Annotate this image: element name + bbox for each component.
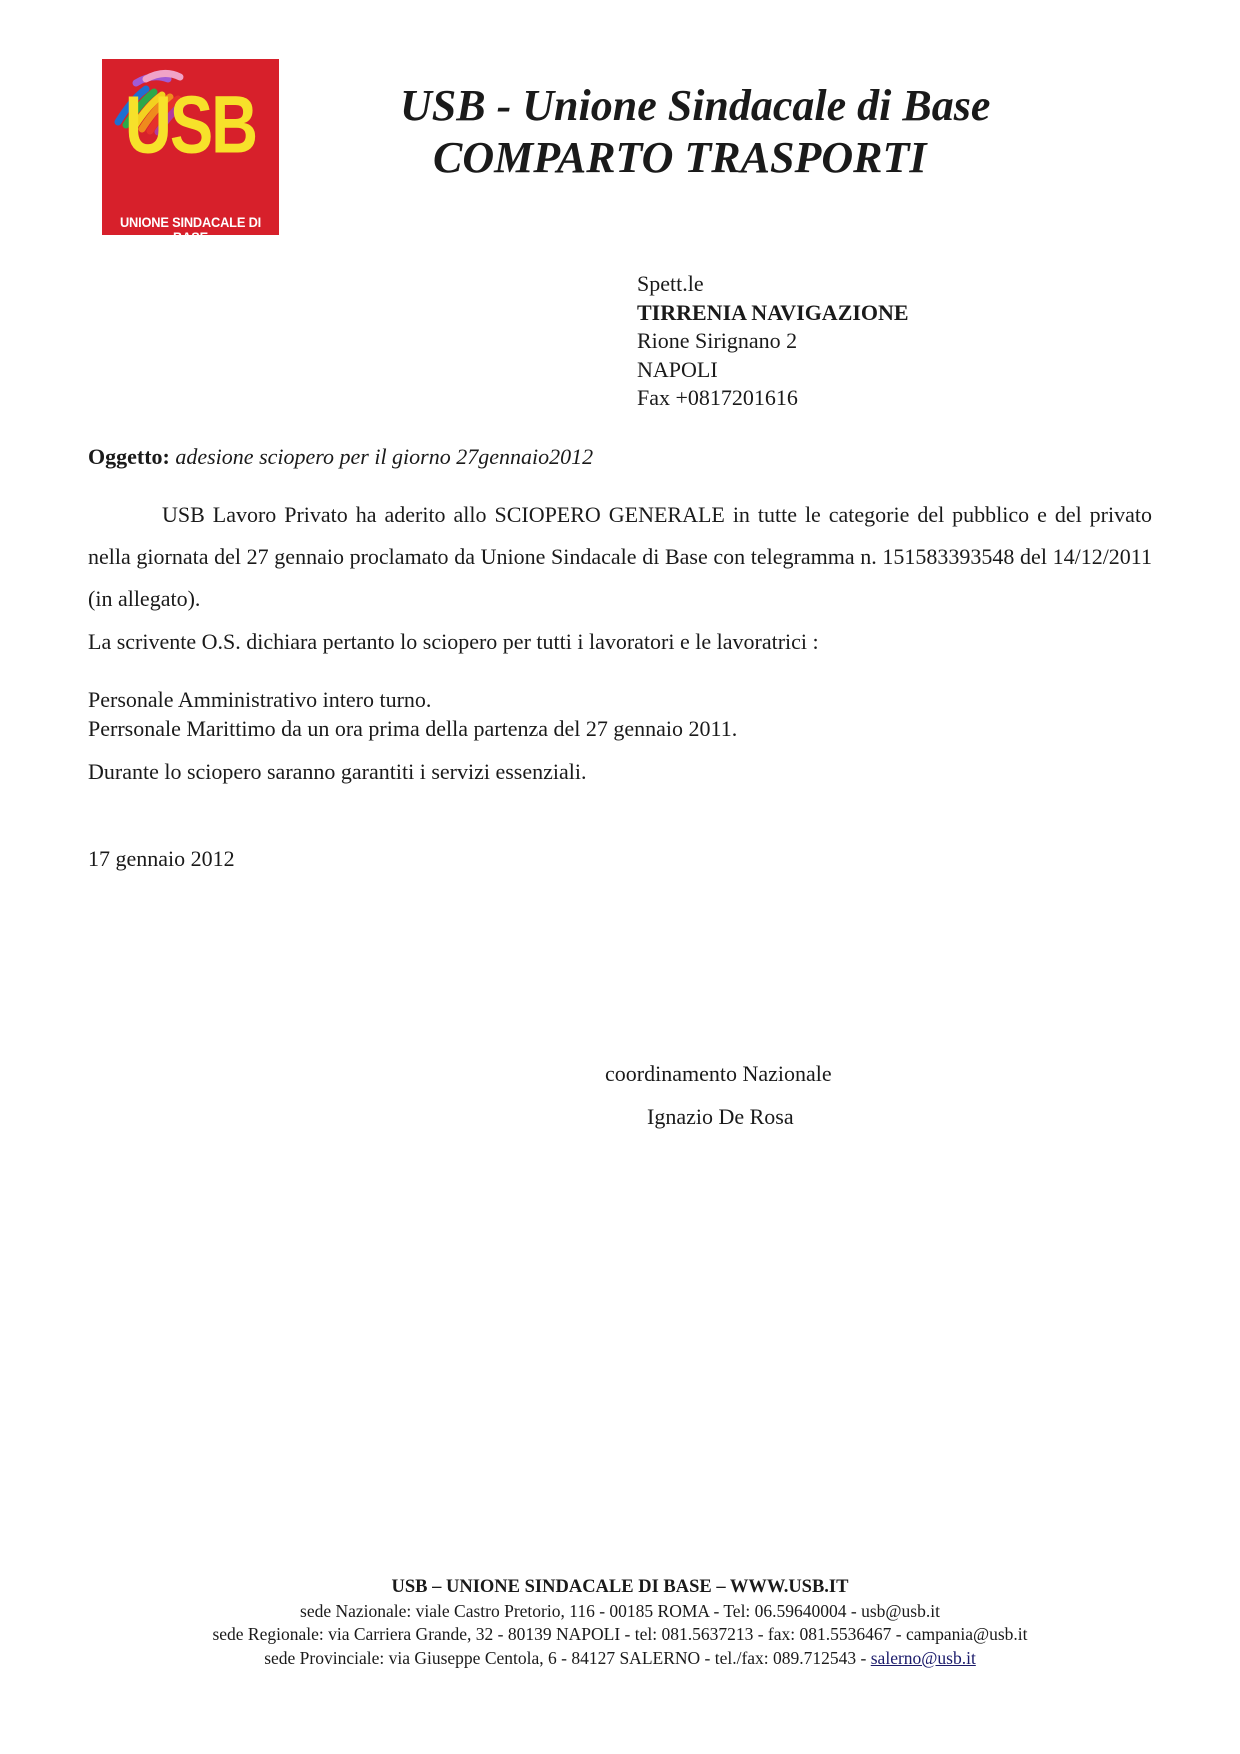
letterhead-title xyxy=(400,80,990,184)
body-paragraph: USB Lavoro Privato ha aderito allo SCIOPERO GENERALE in tutte le categorie del pubblico e del privato nella giornata del 27 gennaio proclamato da Unione Sindacale di Base con telegramma n. 151583393548 del 14/12/2011 (in allegato). xyxy=(88,502,1152,611)
letterhead-org-name: USB - Unione Sindacale di Base xyxy=(400,81,991,130)
footer-provincial-text: sede Provinciale: via Giuseppe Centola, 6 - 84127 SALERNO - tel./fax: 089.712543 - xyxy=(264,1647,871,1668)
footer-salerno-email-link[interactable]: salerno@usb.it xyxy=(870,1647,976,1668)
address-company: TIRRENIA NAVIGAZIONE xyxy=(637,299,909,325)
signature-name: Ignazio De Rosa xyxy=(647,1104,794,1129)
recipient-address xyxy=(637,270,909,413)
subject-label: Oggetto: xyxy=(88,444,170,469)
signature-role: coordinamento Nazionale xyxy=(605,1061,832,1086)
footer-title: USB – UNIONE SINDACALE DI BASE – WWW.USB.IT xyxy=(391,1577,849,1597)
footer-regional-office: sede Regionale: via Carriera Grande, 32 - 80139 NAPOLI - tel: 081.5637213 - fax: 081.5536467 - campania@usb.it xyxy=(212,1624,1028,1644)
body-declaration: La scrivente O.S. dichiara pertanto lo sciopero per tutti i lavoratori e le lavoratrici : xyxy=(88,629,819,654)
footer-national-office: sede Nazionale: viale Castro Pretorio, 116 - 00185 ROMA - Tel: 06.59640004 - usb@usb.it xyxy=(300,1600,940,1621)
address-fax: Fax +0817201616 xyxy=(637,385,798,410)
body-item-administrative: Personale Amministrativo intero turno. xyxy=(88,687,432,712)
subject-text: adesione sciopero per il giorno 27gennaio2012 xyxy=(175,444,594,469)
letter-footer xyxy=(0,1576,1240,1670)
address-city: NAPOLI xyxy=(637,356,718,382)
letterhead-sector: COMPARTO TRASPORTI xyxy=(433,133,927,182)
address-salutation: Spett.le xyxy=(637,271,704,296)
body-guarantee: Durante lo sciopero saranno garantiti i servizi essenziali. xyxy=(88,759,587,784)
subject-line xyxy=(88,444,593,470)
logo-subtitle: UNIONE SINDACALE DI BASE xyxy=(119,215,262,245)
usb-logo xyxy=(102,59,279,245)
body-item-maritime: Perrsonale Marittimo da un ora prima della partenza del 27 gennaio 2011. xyxy=(88,716,738,741)
address-street: Rione Sirignano 2 xyxy=(637,328,798,353)
footer-provincial-office xyxy=(0,1647,1240,1671)
logo-usb-text: USB xyxy=(124,78,257,170)
letter-date: 17 gennaio 2012 xyxy=(88,846,235,871)
